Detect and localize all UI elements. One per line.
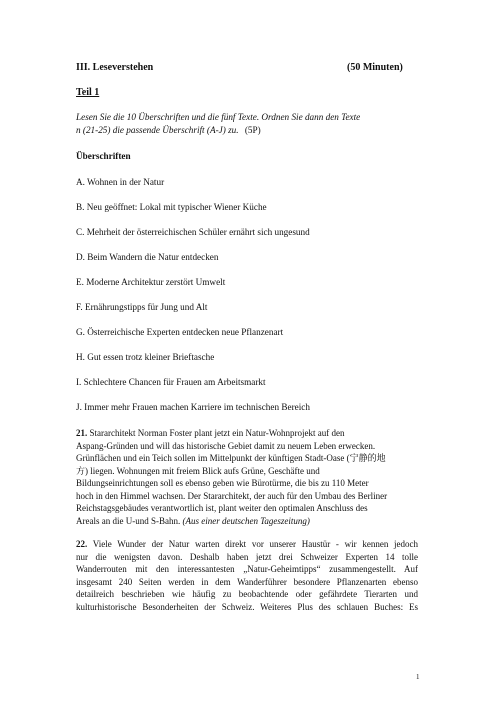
instruction-line-2-text: n (21-25) die passende Überschrift (A-J) zu.	[76, 125, 239, 135]
page-number: 1	[416, 673, 420, 681]
text-22-line-5: detailreich beschrieben wie häufig zu beobachtende oder gefährdete Tierarten und	[76, 589, 418, 599]
heading-a: A. Wohnen in der Natur	[76, 177, 165, 187]
teil-heading: Teil 1	[76, 87, 100, 98]
text-21-line-8	[76, 515, 418, 528]
text-22-line-6: kulturhistorische Besonderheiten der Schweiz. Weiteres Plus des schlauen Buches: Es	[76, 601, 418, 612]
heading-f: F. Ernährungstipps für Jung und Alt	[76, 302, 208, 312]
text-22-line-2: nur die wenigsten davon. Deshalb haben jetzt drei Schweizer Experten 14 tolle	[76, 551, 418, 562]
heading-e: E. Moderne Architektur zerstört Umwelt	[76, 277, 226, 287]
heading-b: B. Neu geöffnet: Lokal mit typischer Wiener Küche	[76, 202, 267, 212]
text-22-line-1	[76, 538, 418, 551]
instruction-points: (5P)	[244, 125, 261, 135]
text-22-line-4: insgesamt 240 Seiten werden in dem Wanderführer besondere Pflanzenarten ebenso	[76, 576, 418, 587]
text-21	[76, 427, 418, 527]
section-title: III. Leseverstehen	[76, 62, 154, 73]
text-21-line-7: Reichstagsgebäudes verantwortlich ist, plant weiter den optimalen Anschluss des	[76, 503, 368, 513]
text-21-line-1	[76, 427, 418, 440]
text-21-number: 21.	[76, 428, 88, 438]
text-22-number: 22.	[76, 539, 88, 549]
text-21-line-3: Grünflächen und ein Teich sollen im Mittelpunkt der künftigen Stadt-Oase (宁静的地	[76, 453, 386, 463]
text-22-line-3: Wanderrouten mit den interessantesten „Natur-Geheimtipps“ zusammengestellt. Auf	[76, 564, 418, 574]
text-21-line-2: Aspang-Gründen und will das historische Gebiet damit zu neuem Leben erwecken.	[76, 440, 376, 451]
heading-h: H. Gut essen trotz kleiner Brieftasche	[76, 352, 215, 362]
instruction-line-2	[76, 125, 261, 135]
text-21-line-8-text: Areals an die U-und S-Bahn.	[76, 515, 181, 526]
heading-i: I. Schlechtere Chancen für Frauen am Arbeitsmarkt	[76, 377, 266, 387]
text-21-line-5: Bildungseinrichtungen soll es ebenso geben wie Bürotürme, die bis zu 110 Meter	[76, 478, 369, 488]
text-21-source: (Aus einer deutschen Tageszeitung)	[182, 515, 310, 526]
text-21-line-6: hoch in den Himmel wachsen. Der Stararchitekt, der auch für den Umbau des Berliner	[76, 490, 388, 501]
heading-c: C. Mehrheit der österreichischen Schüler ernährt sich ungesund	[76, 227, 310, 237]
text-21-line-1-text: Stararchitekt Norman Foster plant jetzt ein Natur-Wohnprojekt auf den	[89, 428, 345, 438]
instruction-line-1: Lesen Sie die 10 Überschriften und die fünf Texte. Ordnen Sie dann den Texte	[76, 112, 361, 122]
heading-j: J. Immer mehr Frauen machen Karriere im technischen Bereich	[76, 402, 310, 412]
text-22-line-1-text: Viele Wunder der Natur warten direkt vor unserer Haustür - wir kennen jedoch	[92, 539, 419, 549]
text-21-line-4: 方) liegen. Wohnungen mit freiem Blick aufs Grüne, Geschäfte und	[76, 465, 320, 476]
heading-d: D. Beim Wandern die Natur entdecken	[76, 252, 219, 262]
section-duration: (50 Minuten)	[347, 62, 403, 73]
heading-g: G. Österreichische Experten entdecken neue Pflanzenart	[76, 327, 284, 337]
text-22	[76, 538, 418, 613]
headings-title: Überschriften	[76, 151, 131, 161]
